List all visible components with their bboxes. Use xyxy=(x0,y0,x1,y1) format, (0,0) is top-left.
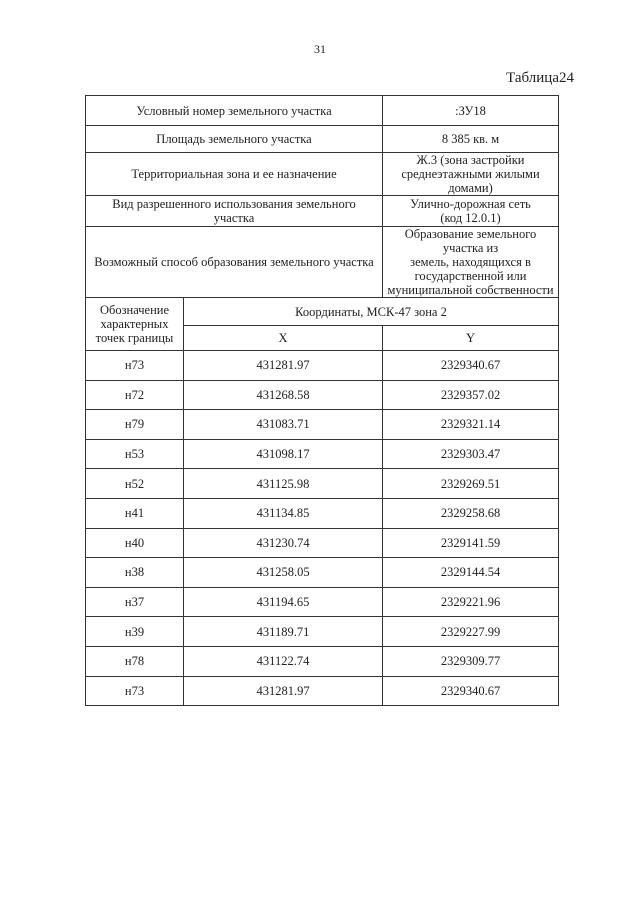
point-name: н40 xyxy=(86,528,184,558)
point-x: 431098.17 xyxy=(184,439,383,469)
point-name: н79 xyxy=(86,410,184,440)
coordinate-system-header: Координаты, МСК-47 зона 2 xyxy=(184,298,559,326)
land-plot-table xyxy=(85,95,559,706)
info-value: :ЗУ18 xyxy=(383,96,559,126)
point-x: 431125.98 xyxy=(184,469,383,499)
table-row xyxy=(86,498,559,528)
point-y: 2329321.14 xyxy=(383,410,559,440)
table-row xyxy=(86,646,559,676)
point-y: 2329340.67 xyxy=(383,676,559,706)
point-y: 2329221.96 xyxy=(383,587,559,617)
info-value: 8 385 кв. м xyxy=(383,126,559,153)
point-x: 431281.97 xyxy=(184,351,383,381)
point-name: н72 xyxy=(86,380,184,410)
table-row xyxy=(86,528,559,558)
table-row xyxy=(86,410,559,440)
info-label: Вид разрешенного использования земельного участка xyxy=(86,196,383,227)
point-name: н38 xyxy=(86,558,184,588)
point-name: н53 xyxy=(86,439,184,469)
point-name: н39 xyxy=(86,617,184,647)
point-x: 431281.97 xyxy=(184,676,383,706)
x-header: X xyxy=(184,326,383,351)
info-label: Возможный способ образования земельного участка xyxy=(86,227,383,298)
y-header: Y xyxy=(383,326,559,351)
point-x: 431189.71 xyxy=(184,617,383,647)
point-x: 431083.71 xyxy=(184,410,383,440)
coordinates-header-row xyxy=(86,298,559,326)
table-row xyxy=(86,380,559,410)
point-y: 2329309.77 xyxy=(383,646,559,676)
table-row xyxy=(86,587,559,617)
table-row xyxy=(86,439,559,469)
point-x: 431194.65 xyxy=(184,587,383,617)
info-label: Площадь земельного участка xyxy=(86,126,383,153)
info-row xyxy=(86,196,559,227)
table-row xyxy=(86,469,559,499)
point-y: 2329258.68 xyxy=(383,498,559,528)
point-name: н78 xyxy=(86,646,184,676)
point-x: 431258.05 xyxy=(184,558,383,588)
point-name: н37 xyxy=(86,587,184,617)
point-x: 431230.74 xyxy=(184,528,383,558)
info-value: Ж.3 (зона застройки среднеэтажными жилыми домами) xyxy=(383,153,559,196)
info-row xyxy=(86,227,559,298)
point-x: 431122.74 xyxy=(184,646,383,676)
info-row xyxy=(86,96,559,126)
point-name: н73 xyxy=(86,676,184,706)
info-label: Территориальная зона и ее назначение xyxy=(86,153,383,196)
point-name-header: Обозначение характерных точек границы xyxy=(86,298,184,351)
point-y: 2329141.59 xyxy=(383,528,559,558)
point-x: 431134.85 xyxy=(184,498,383,528)
point-name: н73 xyxy=(86,351,184,381)
info-label: Условный номер земельного участка xyxy=(86,96,383,126)
point-y: 2329227.99 xyxy=(383,617,559,647)
table-row xyxy=(86,351,559,381)
point-x: 431268.58 xyxy=(184,380,383,410)
info-row xyxy=(86,153,559,196)
table-caption: Таблица24 xyxy=(506,70,574,86)
point-y: 2329269.51 xyxy=(383,469,559,499)
point-y: 2329303.47 xyxy=(383,439,559,469)
point-name: н52 xyxy=(86,469,184,499)
info-row xyxy=(86,126,559,153)
point-y: 2329340.67 xyxy=(383,351,559,381)
table-row xyxy=(86,558,559,588)
table-row xyxy=(86,676,559,706)
info-value: Образование земельного участка из земель, находящихся в государственной или муниципальной собственности xyxy=(383,227,559,298)
table-row xyxy=(86,617,559,647)
point-y: 2329144.54 xyxy=(383,558,559,588)
point-name: н41 xyxy=(86,498,184,528)
point-y: 2329357.02 xyxy=(383,380,559,410)
info-value: Улично-дорожная сеть (код 12.0.1) xyxy=(383,196,559,227)
page-number: 31 xyxy=(314,42,326,56)
